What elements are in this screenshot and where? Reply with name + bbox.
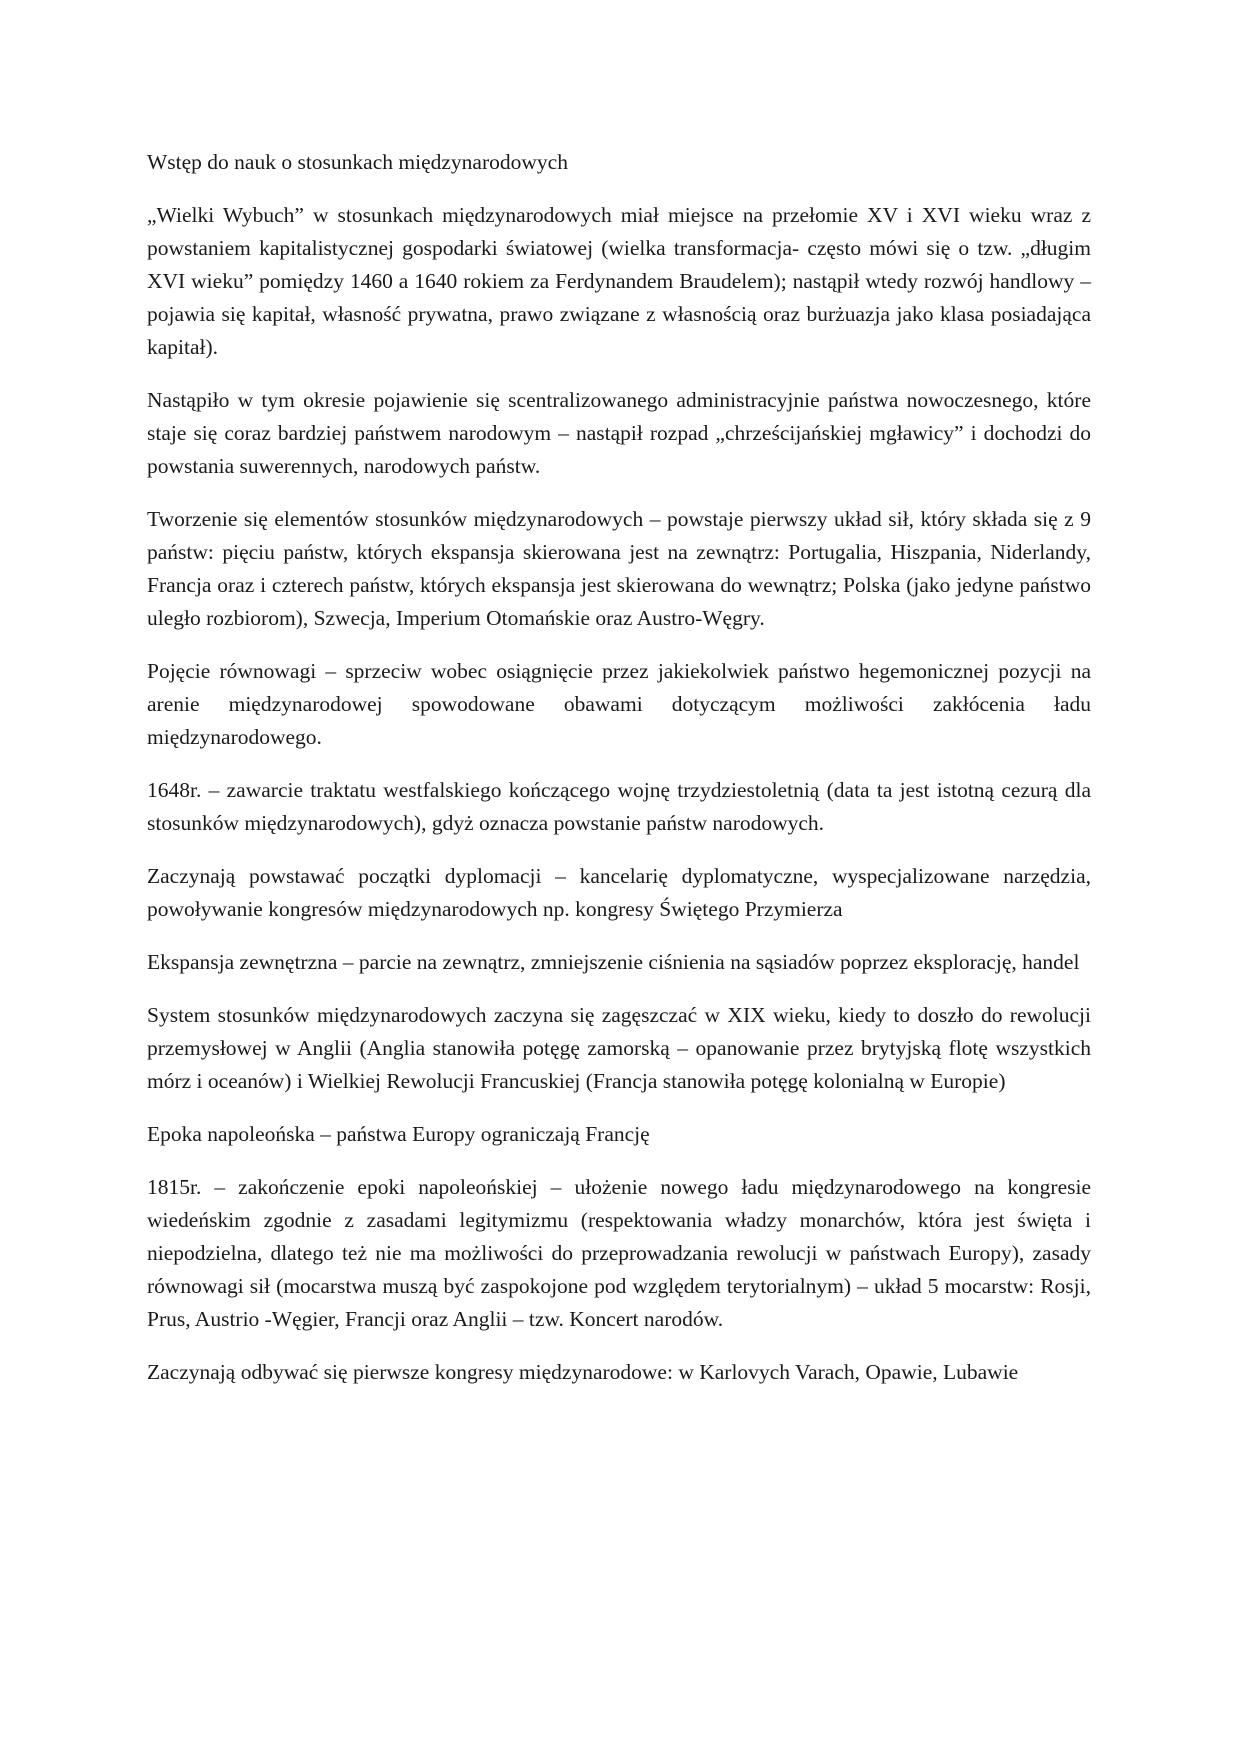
paragraph-equilibrium: Pojęcie równowagi – sprzeciw wobec osiągnięcie przez jakiekolwiek państwo hegemonicznej pozycji na arenie międzynarodowej spowodowane obawami dotyczącym możliwości zakłócenia ładu międzynarodowego. bbox=[147, 659, 1091, 749]
paragraph-diplomacy: Zaczynają powstawać początki dyplomacji – kancelarię dyplomatyczne, wyspecjalizowane narzędzia, powoływanie kongresów międzynarodowych np. kongresy Świętego Przymierza bbox=[147, 864, 1091, 921]
document-page bbox=[147, 146, 1091, 1409]
paragraph-napoleonic-era: Epoka napoleońska – państwa Europy ograniczają Francję bbox=[147, 1122, 650, 1146]
paragraph-1648: 1648r. – zawarcie traktatu westfalskiego kończącego wojnę trzydziestoletnią (data ta jest istotną cezurą dla stosunków międzynarodowych), gdyż oznacza powstanie państw narodowych. bbox=[147, 778, 1091, 835]
paragraph-xix-century: System stosunków międzynarodowych zaczyna się zagęszczać w XIX wieku, kiedy to doszło do rewolucji przemysłowej w Anglii (Anglia stanowiła potęgę zamorską – opanowanie przez brytyjską flotę wszystkich mórz i oceanów) i Wielkiej Rewolucji Francuskiej (Francja stanowiła potęgę kolonialną w Europie) bbox=[147, 1003, 1091, 1093]
paragraph-1815: 1815r. – zakończenie epoki napoleońskiej – ułożenie nowego ładu międzynarodowego na kongresie wiedeńskim zgodnie z zasadami legitymizmu (respektowania władzy monarchów, która jest święta i niepodzielna, dlatego też nie ma możliwości do przeprowadzania rewolucji w państwach Europy), zasady równowagi sił (mocarstwa muszą być zaspokojone pod względem terytorialnym) – układ 5 mocarstw: Rosji, Prus, Austrio -Węgier, Francji oraz Anglii – tzw. Koncert narodów. bbox=[147, 1175, 1091, 1331]
paragraph-congresses: Zaczynają odbywać się pierwsze kongresy międzynarodowe: w Karlovych Varach, Opawie, Lubawie bbox=[147, 1360, 1019, 1384]
paragraph-expansion: Ekspansja zewnętrzna – parcie na zewnątrz, zmniejszenie ciśnienia na sąsiadów poprzez eksplorację, handel bbox=[147, 950, 1080, 974]
paragraph-big-bang: „Wielki Wybuch” w stosunkach międzynarodowych miał miejsce na przełomie XV i XVI wieku wraz z powstaniem kapitalistycznej gospodarki światowej (wielka transformacja- często mówi się o tzw. „długim XVI wieku” pomiędzy 1460 a 1640 rokiem za Ferdynandem Braudelem); nastąpił wtedy rozwój handlowy – pojawia się kapitał, własność prywatna, prawo związane z własnością oraz burżuazja jako klasa posiadająca kapitał). bbox=[147, 203, 1091, 359]
paragraph-balance-system: Tworzenie się elementów stosunków międzynarodowych – powstaje pierwszy układ sił, który składa się z 9 państw: pięciu państw, których ekspansja skierowana jest na zewnątrz: Portugalia, Hiszpania, Niderlandy, Francja oraz i czterech państw, których ekspansja jest skierowana do wewnątrz; Polska (jako jedyne państwo uległo rozbiorom), Szwecja, Imperium Otomańskie oraz Austro-Węgry. bbox=[147, 507, 1091, 630]
document-title: Wstęp do nauk o stosunkach międzynarodowych bbox=[147, 150, 568, 174]
paragraph-modern-state: Nastąpiło w tym okresie pojawienie się scentralizowanego administracyjnie państwa nowoczesnego, które staje się coraz bardziej państwem narodowym – nastąpił rozpad „chrześcijańskiej mgławicy” i dochodzi do powstania suwerennych, narodowych państw. bbox=[147, 388, 1091, 478]
